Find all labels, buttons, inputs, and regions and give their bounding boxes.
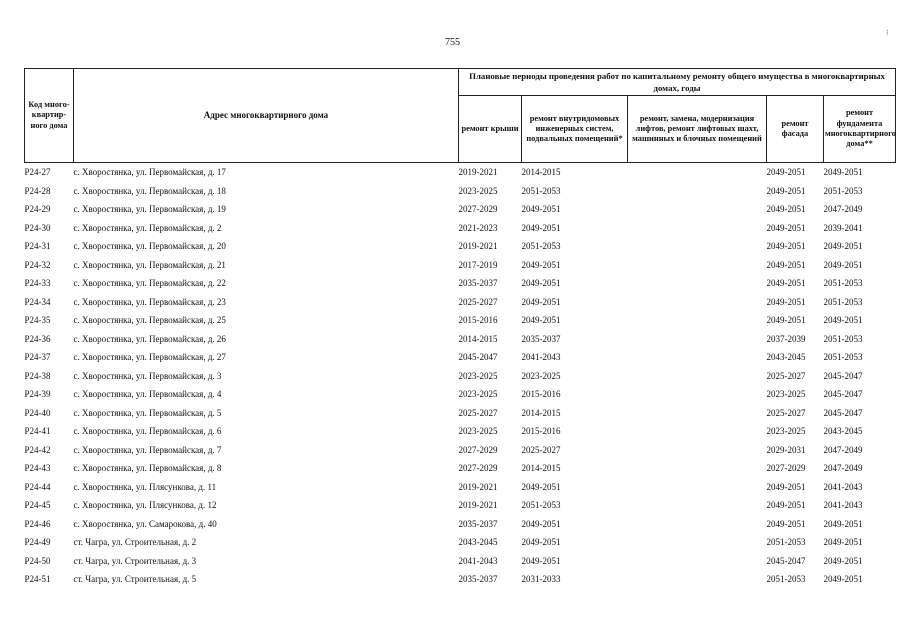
cell-engineering: 2031-2033	[521, 574, 561, 585]
cell-address: с. Хворостянка, ул. Первомайская, д. 27	[73, 352, 226, 363]
table-row	[25, 533, 896, 552]
table-row	[25, 422, 896, 441]
cell-foundation: 2051-2053	[823, 333, 863, 344]
table-row	[25, 311, 896, 330]
cell-foundation: 2045-2047	[823, 407, 863, 418]
page-number: 755	[445, 37, 460, 48]
cell-roof: 2019-2021	[458, 500, 498, 511]
table-row	[25, 219, 896, 238]
cell-facade: 2049-2051	[766, 296, 806, 307]
table-row	[25, 182, 896, 201]
cell-elevators	[628, 200, 767, 219]
cell-foundation: 2049-2051	[823, 574, 863, 585]
cell-engineering: 2051-2053	[521, 241, 561, 252]
table-row	[25, 404, 896, 423]
cell-engineering: 2049-2051	[521, 518, 561, 529]
cell-engineering: 2051-2053	[521, 185, 561, 196]
cell-facade: 2025-2027	[766, 407, 806, 418]
cell-code: P24-46	[24, 518, 51, 529]
cell-facade: 2025-2027	[766, 370, 806, 381]
cell-facade: 2051-2053	[766, 537, 806, 548]
header-elevators: ремонт, замена, модернизация лифтов, ремонт лифтовых шахт, машинных и блочных помещений	[628, 96, 767, 163]
cell-address: с. Хворостянка, ул. Плясункова, д. 12	[73, 500, 217, 511]
cell-roof: 2019-2021	[458, 481, 498, 492]
cell-code: P24-37	[24, 352, 51, 363]
cell-foundation: 2049-2051	[823, 518, 863, 529]
cell-roof: 2045-2047	[458, 352, 498, 363]
cell-engineering: 2051-2053	[521, 500, 561, 511]
cell-facade: 2049-2051	[766, 278, 806, 289]
table-row	[25, 459, 896, 478]
cell-foundation: 2047-2049	[823, 463, 863, 474]
cell-address: с. Хворостянка, ул. Первомайская, д. 8	[73, 463, 222, 474]
cell-roof: 2027-2029	[458, 463, 498, 474]
cell-address: с. Хворостянка, ул. Самарокова, д. 40	[73, 518, 217, 529]
cell-address: с. Хворостянка, ул. Первомайская, д. 17	[73, 167, 226, 178]
cell-engineering: 2025-2027	[521, 444, 561, 455]
cell-roof: 2043-2045	[458, 537, 498, 548]
header-address: Адрес многоквартирного дома	[74, 69, 459, 163]
cell-foundation: 2043-2045	[823, 426, 863, 437]
cell-address: с. Хворостянка, ул. Первомайская, д. 7	[73, 444, 222, 455]
cell-foundation: 2039-2041	[823, 222, 863, 233]
cell-address: с. Хворостянка, ул. Первомайская, д. 6	[73, 426, 222, 437]
header-roof: ремонт крыши	[459, 96, 522, 163]
cell-elevators	[628, 293, 767, 312]
table-row	[25, 330, 896, 349]
header-code: Код много-квартир-ного дома	[25, 69, 74, 163]
cell-facade: 2049-2051	[766, 167, 806, 178]
header-engineering: ремонт внутридомовых инженерных систем, подвальных помещений*	[522, 96, 628, 163]
cell-facade: 2049-2051	[766, 481, 806, 492]
header-foundation: ремонт фундамента многоквартирного дома**	[824, 96, 896, 163]
cell-elevators	[628, 515, 767, 534]
cell-code: P24-27	[24, 167, 51, 178]
cell-code: P24-35	[24, 315, 51, 326]
cell-engineering: 2049-2051	[521, 222, 561, 233]
cell-engineering: 2015-2016	[521, 389, 561, 400]
cell-foundation: 2051-2053	[823, 185, 863, 196]
table-row	[25, 237, 896, 256]
cell-roof: 2021-2023	[458, 222, 498, 233]
table-row	[25, 163, 896, 182]
cell-foundation: 2049-2051	[823, 259, 863, 270]
cell-elevators	[628, 348, 767, 367]
cell-roof: 2023-2025	[458, 426, 498, 437]
cell-elevators	[628, 182, 767, 201]
cell-engineering: 2049-2051	[521, 204, 561, 215]
cell-address: с. Хворостянка, ул. Первомайская, д. 3	[73, 370, 222, 381]
cell-code: P24-50	[24, 555, 51, 566]
cell-address: с. Хворостянка, ул. Первомайская, д. 26	[73, 333, 226, 344]
cell-code: P24-34	[24, 296, 51, 307]
table-row	[25, 496, 896, 515]
cell-elevators	[628, 330, 767, 349]
cell-address: ст. Чагра, ул. Строительная, д. 3	[73, 555, 197, 566]
cell-roof: 2035-2037	[458, 278, 498, 289]
cell-code: P24-40	[24, 407, 51, 418]
cell-roof: 2027-2029	[458, 204, 498, 215]
cell-roof: 2023-2025	[458, 389, 498, 400]
cell-code: P24-29	[24, 204, 51, 215]
cell-facade: 2049-2051	[766, 315, 806, 326]
cell-address: с. Хворостянка, ул. Первомайская, д. 2	[73, 222, 222, 233]
scan-speck: ⁝	[886, 28, 889, 37]
cell-engineering: 2049-2051	[521, 481, 561, 492]
cell-address: ст. Чагра, ул. Строительная, д. 5	[73, 574, 197, 585]
cell-code: P24-51	[24, 574, 51, 585]
cell-facade: 2037-2039	[766, 333, 806, 344]
capital-repair-schedule-table	[24, 68, 896, 589]
cell-facade: 2023-2025	[766, 389, 806, 400]
table-row	[25, 367, 896, 386]
table-row	[25, 515, 896, 534]
cell-address: с. Хворостянка, ул. Первомайская, д. 25	[73, 315, 226, 326]
table-row	[25, 570, 896, 589]
cell-elevators	[628, 496, 767, 515]
cell-elevators	[628, 256, 767, 275]
cell-elevators	[628, 274, 767, 293]
header-facade: ремонт фасада	[767, 96, 824, 163]
cell-code: P24-42	[24, 444, 51, 455]
cell-roof: 2023-2025	[458, 370, 498, 381]
cell-address: с. Хворостянка, ул. Плясункова, д. 11	[73, 481, 217, 492]
cell-engineering: 2014-2015	[521, 167, 561, 178]
cell-engineering: 2049-2051	[521, 315, 561, 326]
cell-facade: 2045-2047	[766, 555, 806, 566]
cell-code: P24-45	[24, 500, 51, 511]
cell-roof: 2035-2037	[458, 518, 498, 529]
cell-elevators	[628, 459, 767, 478]
cell-foundation: 2041-2043	[823, 500, 863, 511]
cell-facade: 2049-2051	[766, 241, 806, 252]
cell-engineering: 2049-2051	[521, 278, 561, 289]
cell-code: P24-31	[24, 241, 51, 252]
table-row	[25, 478, 896, 497]
cell-facade: 2043-2045	[766, 352, 806, 363]
cell-address: с. Хворостянка, ул. Первомайская, д. 18	[73, 185, 226, 196]
cell-address: с. Хворостянка, ул. Первомайская, д. 19	[73, 204, 226, 215]
table-row	[25, 385, 896, 404]
cell-roof: 2015-2016	[458, 315, 498, 326]
cell-elevators	[628, 404, 767, 423]
cell-engineering: 2035-2037	[521, 333, 561, 344]
table-body	[25, 163, 896, 589]
cell-address: с. Хворостянка, ул. Первомайская, д. 21	[73, 259, 226, 270]
cell-code: P24-36	[24, 333, 51, 344]
cell-facade: 2029-2031	[766, 444, 806, 455]
cell-foundation: 2045-2047	[823, 389, 863, 400]
cell-facade: 2049-2051	[766, 222, 806, 233]
cell-engineering: 2014-2015	[521, 463, 561, 474]
table-row	[25, 256, 896, 275]
cell-code: P24-43	[24, 463, 51, 474]
cell-engineering: 2014-2015	[521, 407, 561, 418]
cell-elevators	[628, 552, 767, 571]
cell-roof: 2025-2027	[458, 296, 498, 307]
cell-elevators	[628, 237, 767, 256]
cell-facade: 2049-2051	[766, 185, 806, 196]
cell-roof: 2035-2037	[458, 574, 498, 585]
cell-facade: 2027-2029	[766, 463, 806, 474]
cell-engineering: 2049-2051	[521, 555, 561, 566]
cell-foundation: 2045-2047	[823, 370, 863, 381]
cell-address: с. Хворостянка, ул. Первомайская, д. 23	[73, 296, 226, 307]
cell-roof: 2019-2021	[458, 241, 498, 252]
cell-facade: 2049-2051	[766, 518, 806, 529]
cell-elevators	[628, 311, 767, 330]
cell-elevators	[628, 385, 767, 404]
cell-address: ст. Чагра, ул. Строительная, д. 2	[73, 537, 197, 548]
cell-roof: 2041-2043	[458, 555, 498, 566]
table-row	[25, 441, 896, 460]
cell-code: P24-49	[24, 537, 51, 548]
cell-roof: 2023-2025	[458, 185, 498, 196]
cell-roof: 2027-2029	[458, 444, 498, 455]
cell-code: P24-44	[24, 481, 51, 492]
cell-code: P24-30	[24, 222, 51, 233]
cell-engineering: 2023-2025	[521, 370, 561, 381]
table-row	[25, 348, 896, 367]
cell-foundation: 2051-2053	[823, 278, 863, 289]
table-row	[25, 200, 896, 219]
table-row	[25, 293, 896, 312]
cell-roof: 2019-2021	[458, 167, 498, 178]
cell-foundation: 2049-2051	[823, 167, 863, 178]
cell-foundation: 2047-2049	[823, 204, 863, 215]
cell-engineering: 2015-2016	[521, 426, 561, 437]
cell-address: с. Хворостянка, ул. Первомайская, д. 4	[73, 389, 222, 400]
cell-roof: 2017-2019	[458, 259, 498, 270]
cell-code: P24-33	[24, 278, 51, 289]
cell-elevators	[628, 441, 767, 460]
cell-facade: 2049-2051	[766, 204, 806, 215]
cell-foundation: 2047-2049	[823, 444, 863, 455]
cell-elevators	[628, 570, 767, 589]
cell-elevators	[628, 367, 767, 386]
cell-foundation: 2049-2051	[823, 241, 863, 252]
cell-engineering: 2049-2051	[521, 296, 561, 307]
table-row	[25, 552, 896, 571]
cell-code: P24-39	[24, 389, 51, 400]
cell-foundation: 2051-2053	[823, 352, 863, 363]
cell-foundation: 2049-2051	[823, 537, 863, 548]
cell-foundation: 2049-2051	[823, 555, 863, 566]
cell-facade: 2049-2051	[766, 500, 806, 511]
cell-elevators	[628, 219, 767, 238]
cell-code: P24-28	[24, 185, 51, 196]
cell-address: с. Хворостянка, ул. Первомайская, д. 20	[73, 241, 226, 252]
cell-facade: 2051-2053	[766, 574, 806, 585]
cell-foundation: 2051-2053	[823, 296, 863, 307]
header-periods: Плановые периоды проведения работ по капитальному ремонту общего имущества в многоквартирных домах, годы	[459, 69, 896, 96]
cell-foundation: 2049-2051	[823, 315, 863, 326]
cell-code: P24-41	[24, 426, 51, 437]
cell-elevators	[628, 533, 767, 552]
cell-engineering: 2041-2043	[521, 352, 561, 363]
cell-code: P24-38	[24, 370, 51, 381]
cell-elevators	[628, 422, 767, 441]
cell-engineering: 2049-2051	[521, 259, 561, 270]
cell-roof: 2014-2015	[458, 333, 498, 344]
cell-engineering: 2049-2051	[521, 537, 561, 548]
cell-code: P24-32	[24, 259, 51, 270]
cell-foundation: 2041-2043	[823, 481, 863, 492]
cell-elevators	[628, 478, 767, 497]
cell-facade: 2049-2051	[766, 259, 806, 270]
cell-facade: 2023-2025	[766, 426, 806, 437]
cell-address: с. Хворостянка, ул. Первомайская, д. 5	[73, 407, 222, 418]
cell-elevators	[628, 163, 767, 182]
cell-roof: 2025-2027	[458, 407, 498, 418]
table-row	[25, 274, 896, 293]
cell-address: с. Хворостянка, ул. Первомайская, д. 22	[73, 278, 226, 289]
